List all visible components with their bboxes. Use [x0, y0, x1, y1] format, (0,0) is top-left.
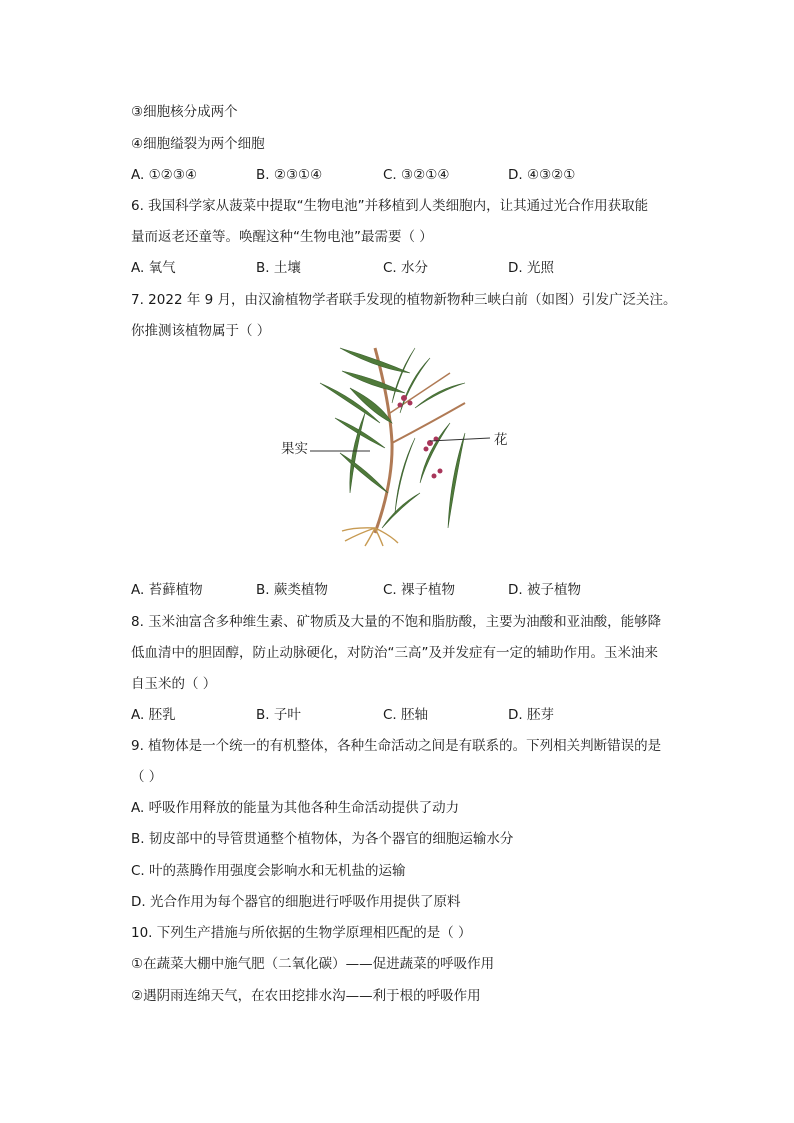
q6-option-b: B. 土壤	[256, 260, 301, 276]
q9-option-c: C. 叶的蒸腾作用强度会影响水和无机盐的运输	[131, 863, 406, 879]
q6-stem-line1: 6. 我国科学家从菠菜中提取“生物电池”并移植到人类细胞内，让其通过光合作用获取能	[131, 198, 649, 214]
q6-option-a: A. 氧气	[131, 260, 176, 276]
q5-option-a: A. ①②③④	[131, 167, 197, 183]
plant-drawing	[280, 343, 520, 548]
q10-item-1: ①在蔬菜大棚中施气肥（二氧化碳）——促进蔬菜的呼吸作用	[131, 956, 495, 972]
q9-option-a: A. 呼吸作用释放的能量为其他各种生命活动提供了动力	[131, 800, 460, 816]
q7-option-a: A. 苔藓植物	[131, 582, 203, 598]
plant-illustration	[280, 343, 520, 548]
q7-stem-line2: 你推测该植物属于（ ）	[131, 323, 271, 339]
label-fruit: 果实	[281, 441, 308, 457]
q9-stem-line1: 9. 植物体是一个统一的有机整体，各种生命活动之间是有联系的。下列相关判断错误的是	[131, 738, 662, 754]
q8-option-b: B. 子叶	[256, 707, 301, 723]
q5-option-b: B. ②③①④	[256, 167, 323, 183]
q5-statement-3: ③细胞核分成两个	[131, 104, 238, 120]
label-flower: 花	[494, 432, 508, 448]
q10-item-2: ②遇阴雨连绵天气，在农田挖排水沟——利于根的呼吸作用	[131, 988, 481, 1004]
q8-option-a: A. 胚乳	[131, 707, 176, 723]
q5-option-d: D. ④③②①	[508, 167, 576, 183]
q7-option-b: B. 蕨类植物	[256, 582, 328, 598]
q6-option-d: D. 光照	[508, 260, 554, 276]
plant-branch	[392, 403, 465, 443]
q5-option-c: C. ③②①④	[383, 167, 450, 183]
q9-option-b: B. 韧皮部中的导管贯通整个植物体，为各个器官的细胞运输水分	[131, 831, 514, 847]
q7-stem-line1: 7. 2022 年 9 月，由汉渝植物学者联手发现的植物新物种三峡白前（如图）引发广泛关注。	[131, 292, 677, 308]
q7-option-d: D. 被子植物	[508, 582, 581, 598]
q9-option-d: D. 光合作用为每个器官的细胞进行呼吸作用提供了原料	[131, 894, 461, 910]
q5-statement-4: ④细胞缢裂为两个细胞	[131, 136, 265, 152]
q8-stem-line3: 自玉米的（ ）	[131, 676, 217, 692]
q8-option-d: D. 胚芽	[508, 707, 554, 723]
q8-stem-line1: 8. 玉米油富含多种维生素、矿物质及大量的不饱和脂肪酸，主要为油酸和亚油酸，能够降	[131, 614, 662, 630]
plant-roots	[342, 528, 398, 546]
plant-stem	[375, 348, 392, 533]
q6-stem-line2: 量而返老还童等。唤醒这种“生物电池”最需要（ ）	[131, 229, 433, 245]
q7-option-c: C. 裸子植物	[383, 582, 456, 598]
q10-stem: 10. 下列生产措施与所依据的生物学原理相匹配的是（ ）	[131, 925, 472, 941]
q9-stem-line2: （ ）	[131, 769, 163, 785]
q6-option-c: C. 水分	[383, 260, 429, 276]
q8-stem-line2: 低血清中的胆固醇，防止动脉硬化，对防治“三高”及并发症有一定的辅助作用。玉米油来	[131, 645, 658, 661]
q8-option-c: C. 胚轴	[383, 707, 429, 723]
